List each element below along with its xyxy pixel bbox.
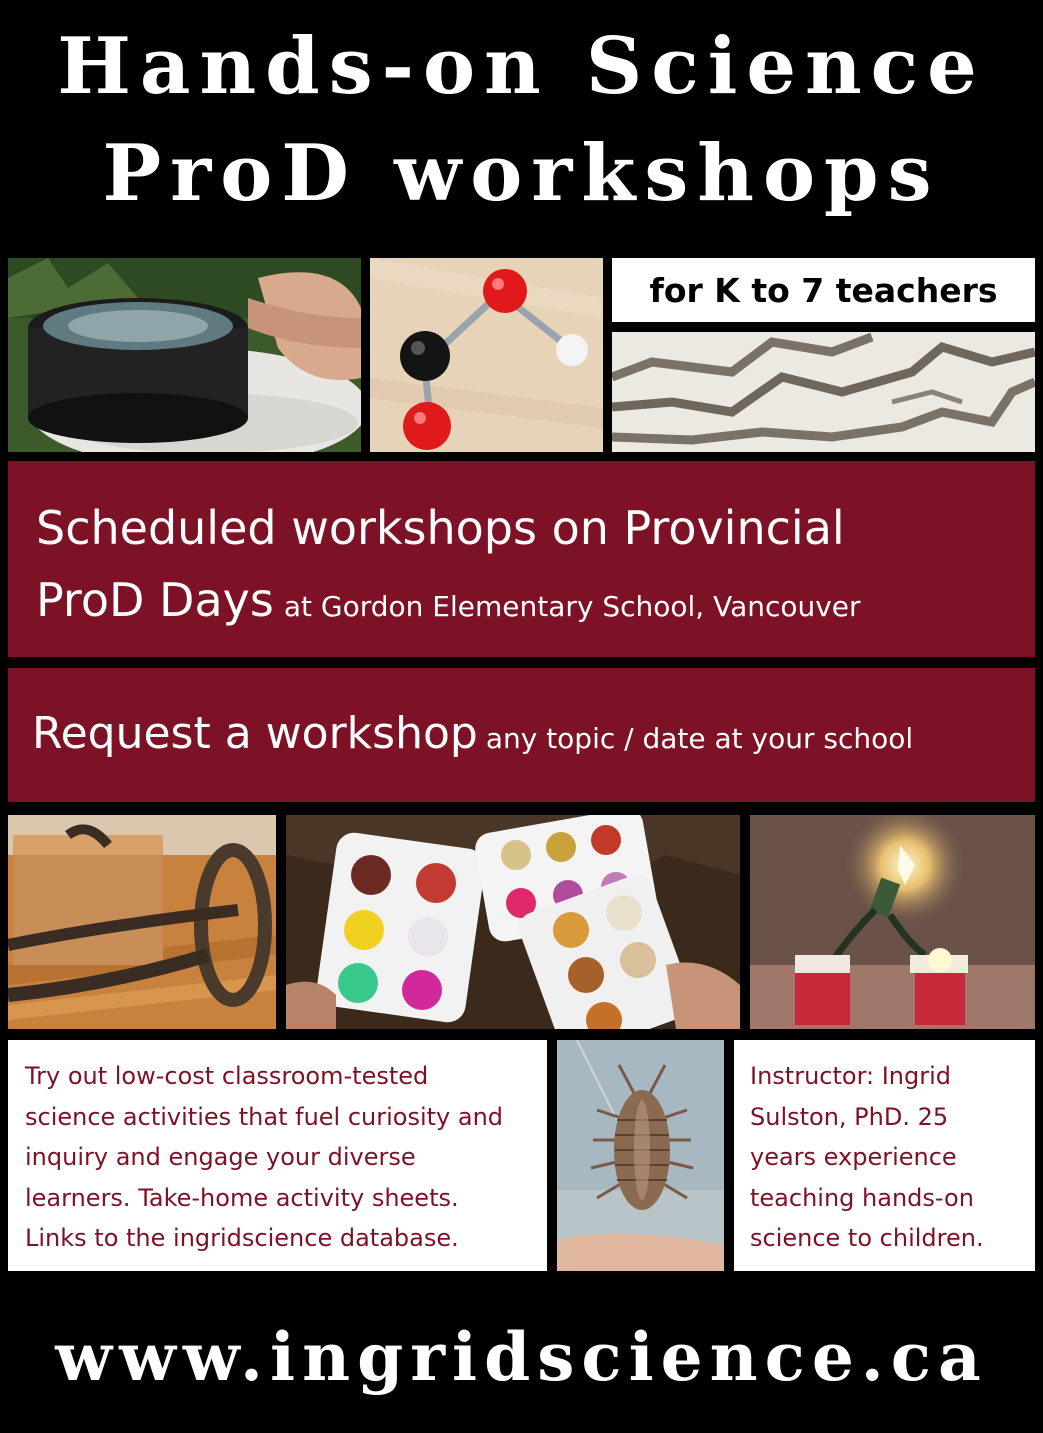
- instructor-line: teaching hands-on: [750, 1183, 974, 1212]
- molecule-model-photo: [370, 258, 603, 452]
- instructor-line: science to children.: [750, 1224, 984, 1252]
- description-line: Try out low-cost classroom-tested: [25, 1062, 429, 1090]
- description-line: learners. Take-home activity sheets.: [25, 1183, 459, 1212]
- instructor-box: [734, 1040, 1035, 1271]
- description-line: science activities that fuel curiosity and: [25, 1102, 504, 1131]
- light-circuit-photo: [750, 815, 1035, 1029]
- request-workshop-banner: [8, 668, 1035, 802]
- isopod-photo: [557, 1040, 724, 1271]
- location-label: at Gordon Elementary School, Vancouver: [283, 590, 861, 623]
- prod-days-label: ProD Days: [36, 573, 274, 627]
- description-box: [8, 1040, 547, 1271]
- description-line: Links to the ingridscience database.: [25, 1224, 459, 1252]
- instructor-line: Instructor: Ingrid: [750, 1062, 952, 1090]
- request-line: [32, 708, 913, 759]
- instructor-line: years experience: [750, 1143, 957, 1171]
- magnifier-photo: [8, 258, 361, 452]
- request-main-label: Request a workshop: [32, 708, 478, 759]
- track-loop-photo: [8, 815, 276, 1029]
- scheduled-workshops-banner: [8, 461, 1035, 657]
- title-line-2: ProD workshops: [102, 128, 941, 219]
- paint-palettes-photo: [286, 815, 740, 1029]
- scheduled-line-1: Scheduled workshops on Provincial: [36, 501, 845, 555]
- instructor-line: Sulston, PhD. 25: [750, 1102, 949, 1131]
- title-line-1: Hands-on Science: [57, 21, 986, 112]
- description-line: inquiry and engage your diverse: [25, 1143, 416, 1171]
- request-detail-label: any topic / date at your school: [485, 722, 914, 755]
- scheduled-line-2: [36, 573, 861, 627]
- sand-pattern-photo: [612, 332, 1035, 452]
- website-url: www.ingridscience.ca: [55, 1318, 988, 1396]
- audience-tag: for K to 7 teachers: [612, 258, 1035, 322]
